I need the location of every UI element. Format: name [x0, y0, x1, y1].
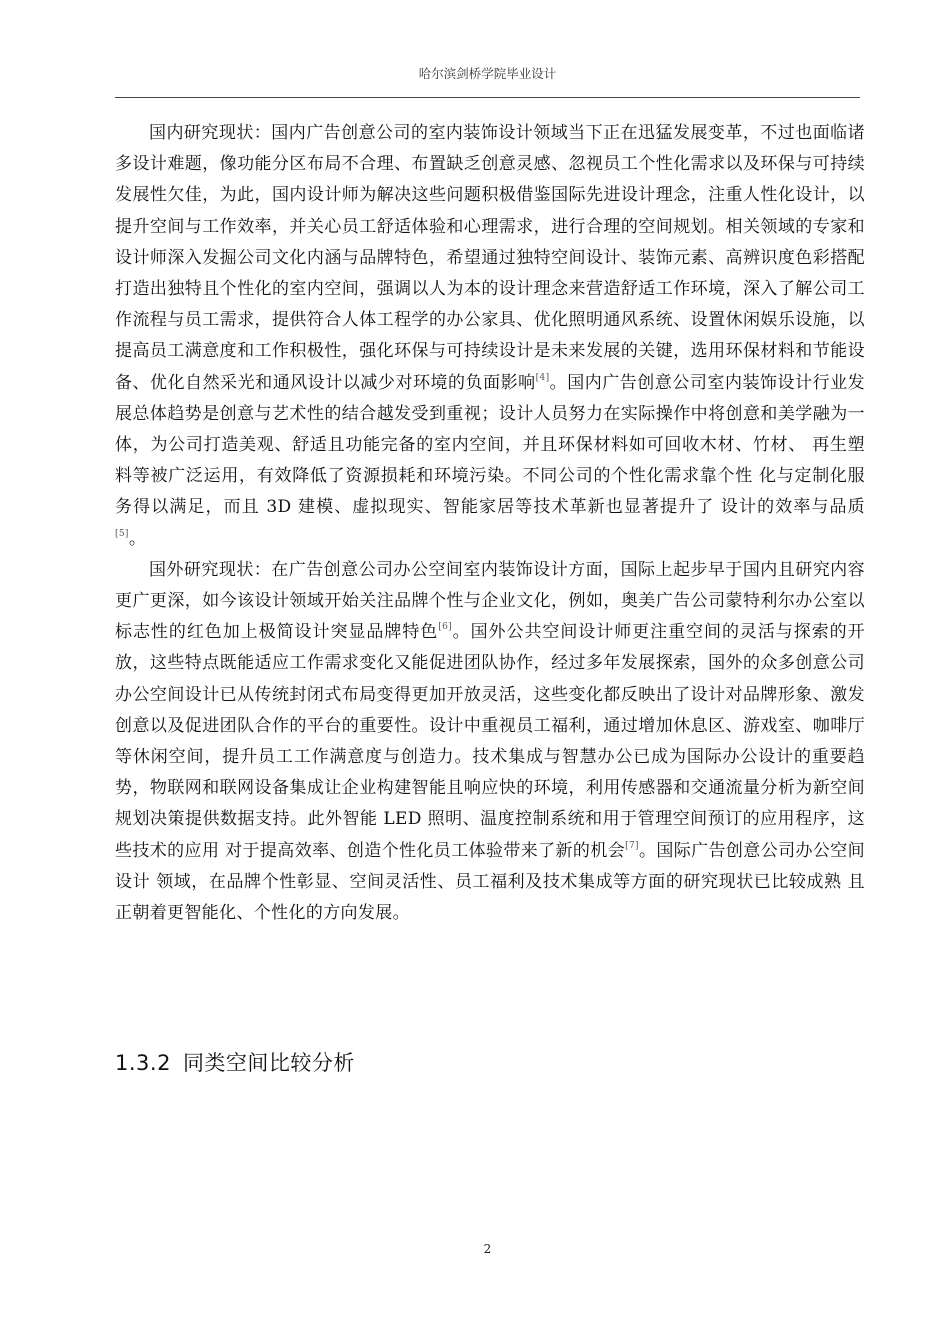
paragraph-text: 。国内广告创意公司室内装饰设计行业发展总体趋势是创意与艺术性的结合越发受到重视；设计人员努力在实际操作中将创意和美学融为一体，为公司打造美观、舒适且功能完备的室内空间，并且环保材料如可回收木材、竹材、 再生塑料等被广泛运用，有效降低了资源损耗和环境污染。不同公司的个性化需求靠个性 化与定制化服务得以满足，而且 3D 建模、虚拟现实、智能家居等技术革新也显著提升了 设计的效率与品质	[115, 372, 865, 518]
citation-marker: [6]	[438, 622, 453, 633]
paragraph-text: 。	[128, 528, 147, 549]
section-heading	[115, 1047, 355, 1077]
section-number: 1.3.2	[115, 1051, 171, 1075]
paragraph-text: 国内研究现状：国内广告创意公司的室内装饰设计领域当下正在迅猛发展变革，不过也面临诸多设计难题，像功能分区布局不合理、布置缺乏创意灵感、忽视员工个性化需求以及环保与可持续发展性欠佳，为此，国内设计师为解决这些问题积极借鉴国际先进设计理念，注重人性化设计，以提升空间与工作效率，并关心员工舒适体验和心理需求，进行合理的空间规划。相关领域的专家和设计师深入发掘公司文化内涵与品牌特色，希望通过独特空间设计、装饰元素、高辨识度色彩搭配打造出独特且个性化的室内空间，强调以人为本的设计理念来营造舒适工作环境，深入了解公司工作流程与员工需求，提供符合人体工程学的办公家具、优化照明通风系统、设置休闲娱乐设施，以提高员工满意度和工作积极性，强化环保与可持续设计是未来发展的关键，选用环保材料和节能设备、优化自然采光和通风设计以减少对环境的负面影响	[115, 123, 865, 393]
citation-marker: [7]	[625, 840, 639, 851]
paragraph-domestic-research	[115, 118, 865, 555]
section-title: 同类空间比较分析	[182, 1051, 355, 1075]
document-body	[115, 118, 865, 929]
paragraph-text: 。国际广告创意公司办公空间设计 领域，在品牌个性彰显、空间灵活性、员工福利及技术集成等方面的研究现状已比较成熟 且正朝着更智能化、个性化的方向发展。	[115, 840, 865, 924]
page-number: 2	[483, 1242, 492, 1256]
paragraph-text: 国外研究现状：在广告创意公司办公空间室内装饰设计方面，国际上起步早于国内且研究内容更广更深，如今该设计领域开始关注品牌个性与企业文化，例如，奥美广告公司蒙特利尔办公室以标志性的红色加上极简设计突显品牌特色	[115, 559, 865, 643]
paragraph-text: 。国外公共空间设计师更注重空间的灵活与探索的开放，这些特点既能适应工作需求变化又能促进团队协作，经过多年发展探索，国外的众多创意公司办公空间设计已从传统封闭式布局变得更加开放灵活，这些变化都反映出了设计对品牌形象、激发创意以及促进团队合作的平台的重要性。设计中重视员工福利，通过增加休息区、游戏室、咖啡厅等休闲空间，提升员工工作满意度与创造力。技术集成与智慧办公已成为国际办公设计的重要趋势，物联网和联网设备集成让企业构建智能且响应快的环境，利用传感器和交通流量分析为新空间规划决策提供数据支持。此外智能 LED 照明、温度控制系统和用于管理空间预订的应用程序，这些技术的应用 对于提高效率、创造个性化员工体验带来了新的机会	[115, 622, 865, 861]
paragraph-international-research	[115, 555, 865, 929]
citation-marker: [5]	[115, 528, 129, 539]
header-divider	[115, 97, 860, 98]
citation-marker: [4]	[535, 372, 550, 383]
page-header: 哈尔滨剑桥学院毕业设计	[418, 66, 557, 81]
